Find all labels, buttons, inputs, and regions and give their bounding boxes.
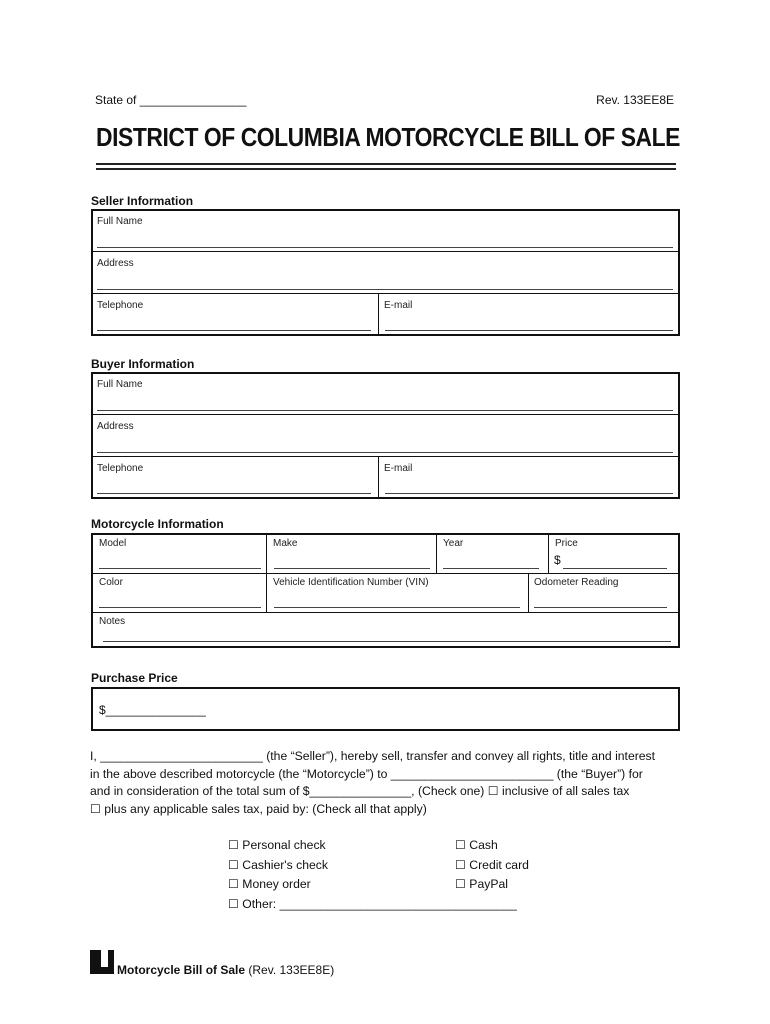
revision-number: Rev. 133EE8E (596, 93, 674, 107)
option-paypal[interactable]: ☐ PayPal (455, 877, 508, 891)
document-title: DISTRICT OF COLUMBIA MOTORCYCLE BILL OF SALE (96, 122, 680, 152)
brand-logo-notch (101, 950, 108, 967)
price-field[interactable] (563, 568, 667, 569)
buyer-email-label: E-mail (384, 463, 413, 474)
buyer-telephone-field[interactable] (97, 493, 371, 494)
motorcycle-section-heading: Motorcycle Information (91, 517, 224, 531)
motorcycle-info-box (91, 533, 680, 648)
buyer-full-name-label: Full Name (97, 379, 143, 390)
buyer-section-heading: Buyer Information (91, 357, 195, 371)
seller-email-label: E-mail (384, 300, 413, 311)
buyer-full-name-field[interactable] (97, 410, 673, 411)
seller-full-name-label: Full Name (97, 216, 143, 227)
seller-address-label: Address (97, 258, 134, 269)
option-money-order[interactable]: ☐ Money order (228, 877, 311, 891)
option-personal-check[interactable]: ☐ Personal check (228, 838, 326, 852)
option-cash[interactable]: ☐ Cash (455, 838, 498, 852)
model-label: Model (99, 538, 127, 549)
model-field[interactable] (99, 568, 261, 569)
option-credit-card[interactable]: ☐ Credit card (455, 858, 529, 872)
sale-statement-line-4: ☐ plus any applicable sales tax, paid by: (Check all that apply) (90, 801, 427, 816)
vin-label: Vehicle Identification Number (VIN) (273, 577, 429, 588)
seller-address-field[interactable] (97, 289, 673, 290)
year-label: Year (443, 538, 464, 549)
title-rule-bottom (96, 168, 676, 170)
buyer-address-label: Address (97, 421, 134, 432)
seller-email-field[interactable] (385, 330, 673, 331)
vin-field[interactable] (274, 607, 520, 608)
seller-telephone-label: Telephone (97, 300, 144, 311)
footer-label (117, 963, 334, 977)
seller-telephone-field[interactable] (97, 330, 371, 331)
color-field[interactable] (99, 607, 261, 608)
title-rule-top (96, 163, 676, 165)
option-cashiers-check[interactable]: ☐ Cashier's check (228, 858, 328, 872)
purchase-price-field[interactable]: $_______________ (99, 703, 206, 717)
notes-field[interactable] (103, 641, 671, 642)
sale-statement-line-2: in the above described motorcycle (the “Motorcycle”) to ________________________ (the “Buyer”) for (90, 766, 643, 781)
odometer-field[interactable] (534, 607, 667, 608)
notes-label: Notes (99, 616, 126, 627)
sale-statement (90, 748, 690, 818)
purchase-price-box (91, 687, 680, 731)
color-label: Color (99, 577, 123, 588)
footer-rev: (Rev. 133EE8E) (245, 963, 335, 977)
buyer-address-field[interactable] (97, 452, 673, 453)
sale-statement-line-3: and in consideration of the total sum of $_______________, (Check one) ☐ inclusive of all sales tax (90, 784, 630, 798)
make-field[interactable] (274, 568, 430, 569)
make-label: Make (273, 538, 298, 549)
buyer-telephone-label: Telephone (97, 463, 144, 474)
buyer-info-box (91, 372, 680, 499)
sale-statement-line-1: I, ________________________ (the “Seller”), hereby sell, transfer and convey all rights, title and interest (90, 749, 656, 763)
price-label: Price (555, 538, 578, 549)
year-field[interactable] (443, 568, 539, 569)
buyer-email-field[interactable] (385, 493, 673, 494)
seller-info-box (91, 209, 680, 336)
option-other[interactable]: ☐ Other: ___________________________________ (228, 897, 517, 911)
seller-full-name-field[interactable] (97, 247, 673, 248)
state-of-field[interactable]: State of ________________ (95, 93, 247, 107)
footer-title: Motorcycle Bill of Sale (117, 963, 246, 977)
purchase-section-heading: Purchase Price (91, 671, 178, 685)
seller-section-heading: Seller Information (91, 194, 194, 208)
odometer-label: Odometer Reading (534, 577, 619, 588)
price-dollar-sign: $ (554, 553, 561, 567)
